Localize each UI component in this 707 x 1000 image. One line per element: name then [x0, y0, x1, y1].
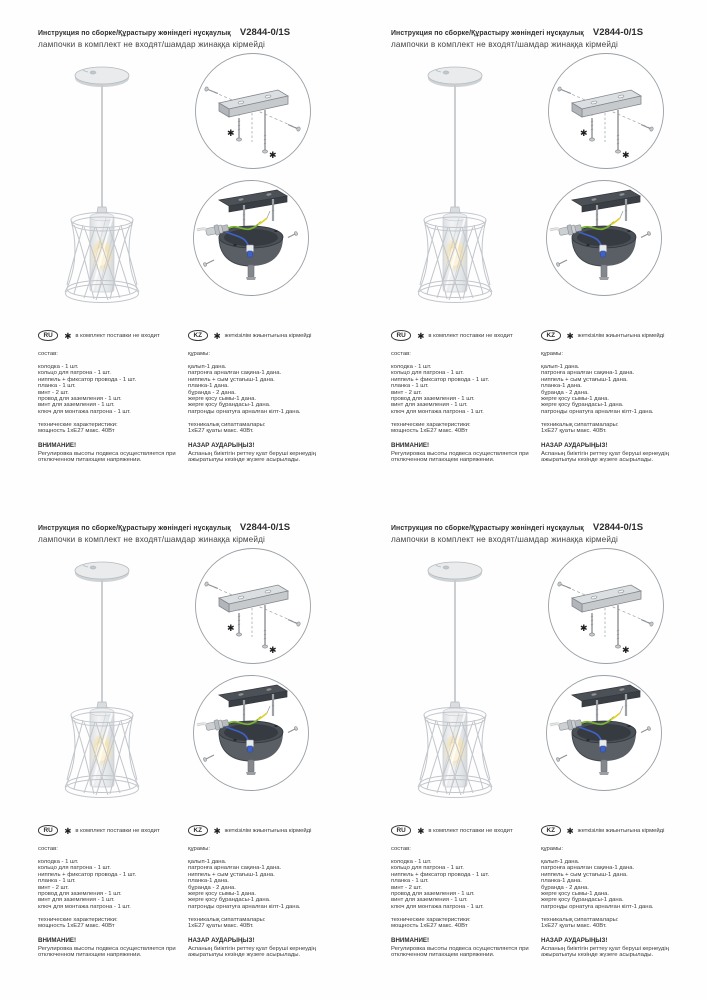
kz-warning-title: НАЗАР АУДАРЫҢЫЗ!	[188, 442, 255, 450]
component-item: винт для заземления - 1 шт.	[38, 897, 115, 904]
component-item: планка - 1 шт.	[391, 878, 429, 885]
pendant-lamp-figure	[407, 61, 532, 311]
step2-wiring-figure	[545, 674, 663, 792]
not-included-asterisk: ✱	[622, 151, 630, 161]
component-item: бұранда - 2 дана.	[541, 884, 589, 891]
ru-tech-block	[38, 422, 183, 435]
component-item: бұранда - 2 дана.	[188, 389, 236, 396]
ru-warning-block	[38, 937, 183, 959]
component-item: ниппель + сым ұстағыш-1 дана.	[188, 871, 275, 878]
kz-composition-label: құрамы:	[188, 351, 210, 357]
wire-connector-blue-cap	[248, 746, 253, 752]
text-columns	[391, 825, 696, 959]
not-included-asterisk: ✱	[580, 624, 588, 634]
step2-wiring-figure	[545, 179, 663, 297]
component-item: планка-1 дана.	[188, 878, 229, 885]
ru-section	[38, 825, 183, 959]
ru-tech-label: технические характеристики:	[38, 421, 118, 428]
model-number: V2844-0/1S	[239, 522, 291, 533]
asterisk-icon: ✱	[417, 825, 425, 836]
kz-warning-block	[541, 442, 699, 464]
ru-language-badge: RU	[38, 330, 58, 341]
component-item: винт для заземления - 1 шт.	[391, 897, 468, 904]
kz-language-row	[188, 330, 346, 341]
kz-warning-block	[188, 442, 346, 464]
not-included-asterisk: ✱	[227, 624, 235, 634]
ru-language-row	[391, 330, 536, 341]
header-title: Инструкция по сборке/Құрастыру жөніндегі нұсқаулық	[38, 30, 231, 37]
header-line	[38, 27, 328, 38]
component-item: патронды орнатуға арналған кілт-1 дана.	[541, 408, 654, 415]
ru-warning-title: ВНИМАНИЕ!	[38, 937, 77, 945]
pendant-lamp-figure	[54, 61, 179, 311]
panel-header	[391, 522, 681, 544]
ru-warning-block	[391, 937, 536, 959]
panel-header	[38, 27, 328, 49]
ru-language-badge: RU	[391, 330, 411, 341]
step2-wiring-figure	[192, 674, 310, 792]
ru-tech-label: технические характеристики:	[38, 916, 118, 923]
component-item: винт для заземления - 1 шт.	[38, 402, 115, 409]
ru-tech-label: технические характеристики:	[391, 916, 471, 923]
asterisk-icon: ✱	[64, 825, 72, 836]
model-number: V2844-0/1S	[239, 27, 291, 38]
kz-warning-text: Аспаның биіктігін реттеу қуат беруші кернеудің ажыратылуы кезінде жүзеге асырылады.	[188, 945, 316, 959]
component-item: кольцо для патрона - 1 шт.	[391, 370, 464, 377]
ru-tech-value: мощность 1хЕ27 макс. 40Вт	[391, 923, 468, 930]
ru-tech-block	[38, 917, 183, 930]
not-included-asterisk: ✱	[622, 646, 630, 656]
ru-component-list	[391, 859, 536, 910]
component-item: қалып-1 дана.	[541, 364, 580, 370]
panel-header	[38, 522, 328, 544]
kz-warning-title: НАЗАР АУДАРЫҢЫЗ!	[541, 937, 608, 945]
step1-bracket-figure	[194, 52, 312, 170]
component-item: планка - 1 шт.	[38, 383, 76, 390]
ru-not-included-note: в комплект поставки не входит	[75, 333, 160, 339]
header-title: Инструкция по сборке/Құрастыру жөніндегі нұсқаулық	[391, 30, 584, 37]
kz-not-included-note: жеткізілім жиынтығына кірмейді	[577, 828, 665, 834]
component-item: бұранда - 2 дана.	[541, 389, 589, 396]
component-item: планка-1 дана.	[188, 383, 229, 390]
component-item: планка - 1 шт.	[391, 383, 429, 390]
ru-composition-label: состав:	[38, 846, 58, 852]
component-item: планка-1 дана.	[541, 878, 582, 885]
component-item: винт - 2 шт.	[38, 389, 69, 396]
kz-language-badge: KZ	[541, 330, 561, 341]
ru-composition-label: состав:	[391, 846, 411, 852]
component-item: патронға арналған сақина-1 дана.	[541, 865, 635, 872]
component-item: колодка - 1 шт.	[391, 364, 432, 370]
ru-language-badge: RU	[391, 825, 411, 836]
not-included-asterisk: ✱	[227, 129, 235, 139]
header-subtitle: лампочки в комплект не входят/шамдар жинаққа кірмейді	[38, 39, 266, 49]
ru-tech-value: мощность 1хЕ27 макс. 40Вт	[38, 923, 115, 930]
ru-tech-value: мощность 1хЕ27 макс. 40Вт	[391, 428, 468, 435]
component-item: ключ для монтажа патрона - 1 шт.	[391, 903, 484, 910]
ru-warning-text: Регулировка высоты подвеса осуществляется при отключенном питающем напряжении.	[38, 945, 176, 959]
step1-bracket-figure	[547, 52, 665, 170]
component-item: ключ для монтажа патрона - 1 шт.	[391, 408, 484, 415]
kz-tech-block	[541, 917, 699, 930]
component-item: кольцо для патрона - 1 шт.	[38, 370, 111, 377]
kz-language-badge: KZ	[541, 825, 561, 836]
kz-warning-text: Аспаның биіктігін реттеу қуат беруші кернеудің ажыратылуы кезінде жүзеге асырылады.	[188, 450, 316, 464]
wire-connector-blue-cap	[601, 746, 606, 752]
ru-warning-text: Регулировка высоты подвеса осуществляется при отключенном питающем напряжении.	[391, 450, 529, 464]
kz-language-row	[188, 825, 346, 836]
component-item: қалып-1 дана.	[188, 364, 227, 370]
ru-language-row	[38, 330, 183, 341]
asterisk-icon: ✱	[213, 825, 221, 836]
component-item: колодка - 1 шт.	[391, 859, 432, 865]
kz-section	[188, 825, 346, 959]
component-item: жерге қосу бұрандасы-1 дана.	[541, 402, 624, 409]
component-item: кольцо для патрона - 1 шт.	[391, 865, 464, 872]
model-number: V2844-0/1S	[592, 522, 644, 533]
component-item: бұранда - 2 дана.	[188, 884, 236, 891]
ru-component-list	[38, 859, 183, 910]
header-line	[391, 27, 681, 38]
step2-wiring-figure	[192, 179, 310, 297]
component-item: қалып-1 дана.	[188, 859, 227, 865]
component-item: патронға арналған сақина-1 дана.	[541, 370, 635, 377]
component-item: ниппель + сым ұстағыш-1 дана.	[188, 376, 275, 383]
ru-warning-text: Регулировка высоты подвеса осуществляется при отключенном питающем напряжении.	[391, 945, 529, 959]
ru-warning-block	[391, 442, 536, 464]
asterisk-icon: ✱	[417, 330, 425, 341]
pendant-lamp-figure	[407, 556, 532, 806]
ru-section	[391, 330, 536, 464]
component-item: винт - 2 шт.	[391, 389, 422, 396]
asterisk-icon: ✱	[566, 825, 574, 836]
component-item: патронды орнатуға арналған кілт-1 дана.	[188, 903, 301, 910]
ru-language-badge: RU	[38, 825, 58, 836]
kz-tech-label: техникалық сипаттамалары:	[188, 916, 266, 923]
component-item: ниппель + сым ұстағыш-1 дана.	[541, 871, 628, 878]
header-line	[391, 522, 681, 533]
ru-warning-title: ВНИМАНИЕ!	[391, 937, 430, 945]
kz-component-list	[541, 859, 699, 910]
ru-not-included-note: в комплект поставки не входит	[428, 333, 513, 339]
kz-not-included-note: жеткізілім жиынтығына кірмейді	[224, 333, 312, 339]
header-subtitle: лампочки в комплект не входят/шамдар жинаққа кірмейді	[391, 534, 619, 544]
component-item: жерге қосу сымы-1 дана.	[188, 396, 257, 403]
ru-composition-label: состав:	[391, 351, 411, 357]
kz-component-list	[188, 859, 346, 910]
ru-not-included-note: в комплект поставки не входит	[428, 828, 513, 834]
kz-language-row	[541, 825, 699, 836]
kz-warning-block	[541, 937, 699, 959]
instruction-panel	[0, 498, 353, 993]
kz-tech-label: техникалық сипаттамалары:	[188, 421, 266, 428]
ru-tech-label: технические характеристики:	[391, 421, 471, 428]
not-included-asterisk: ✱	[269, 151, 277, 161]
ru-tech-block	[391, 422, 536, 435]
kz-component-list	[188, 364, 346, 415]
asterisk-icon: ✱	[213, 330, 221, 341]
kz-language-badge: KZ	[188, 330, 208, 341]
kz-language-badge: KZ	[188, 825, 208, 836]
component-item: патронға арналған сақина-1 дана.	[188, 370, 282, 377]
ru-warning-title: ВНИМАНИЕ!	[38, 442, 77, 450]
kz-tech-block	[188, 917, 346, 930]
component-item: ниппель + фиксатор провода - 1 шт.	[38, 376, 137, 383]
ru-tech-block	[391, 917, 536, 930]
kz-tech-block	[541, 422, 699, 435]
kz-tech-value: 1хЕ27 қуаты макс. 40Вт.	[541, 923, 607, 930]
component-item: ниппель + сым ұстағыш-1 дана.	[541, 376, 628, 383]
ru-component-list	[391, 364, 536, 415]
wire-connector-blue-cap	[248, 251, 253, 257]
header-subtitle: лампочки в комплект не входят/шамдар жинаққа кірмейді	[391, 39, 619, 49]
kz-tech-label: техникалық сипаттамалары:	[541, 421, 619, 428]
kz-not-included-note: жеткізілім жиынтығына кірмейді	[224, 828, 312, 834]
header-line	[38, 522, 328, 533]
component-item: винт - 2 шт.	[391, 884, 422, 891]
kz-section	[188, 330, 346, 464]
component-item: жерге қосу бұрандасы-1 дана.	[188, 402, 271, 409]
instruction-panel	[0, 3, 353, 498]
ru-tech-value: мощность 1хЕ27 макс. 40Вт	[38, 428, 115, 435]
header-title: Инструкция по сборке/Құрастыру жөніндегі нұсқаулық	[391, 525, 584, 532]
ru-section	[391, 825, 536, 959]
kz-composition-label: құрамы:	[541, 351, 563, 357]
instruction-panel	[353, 3, 707, 498]
component-item: колодка - 1 шт.	[38, 364, 79, 370]
component-item: қалып-1 дана.	[541, 859, 580, 865]
component-item: жерге қосу сымы-1 дана.	[188, 891, 257, 898]
ru-warning-text: Регулировка высоты подвеса осуществляется при отключенном питающем напряжении.	[38, 450, 176, 464]
component-item: патронды орнатуға арналған кілт-1 дана.	[188, 408, 301, 415]
panel-header	[391, 27, 681, 49]
component-item: провод для заземления - 1 шт.	[38, 891, 122, 898]
kz-tech-value: 1хЕ27 қуаты макс. 40Вт.	[541, 428, 607, 435]
text-columns	[38, 330, 343, 464]
kz-language-row	[541, 330, 699, 341]
asterisk-icon: ✱	[64, 330, 72, 341]
not-included-asterisk: ✱	[269, 646, 277, 656]
wire-connector-blue-cap	[601, 251, 606, 257]
instruction-panel	[353, 498, 707, 993]
asterisk-icon: ✱	[566, 330, 574, 341]
component-item: провод для заземления - 1 шт.	[391, 396, 475, 403]
ru-warning-block	[38, 442, 183, 464]
kz-warning-text: Аспаның биіктігін реттеу қуат беруші кернеудің ажыратылуы кезінде жүзеге асырылады.	[541, 450, 669, 464]
component-item: ниппель + фиксатор провода - 1 шт.	[391, 871, 490, 878]
not-included-asterisk: ✱	[580, 129, 588, 139]
kz-tech-value: 1хЕ27 қуаты макс. 40Вт.	[188, 923, 254, 930]
component-item: жерге қосу бұрандасы-1 дана.	[188, 897, 271, 904]
ru-language-row	[391, 825, 536, 836]
ru-language-row	[38, 825, 183, 836]
component-item: жерге қосу сымы-1 дана.	[541, 891, 610, 898]
model-number: V2844-0/1S	[592, 27, 644, 38]
kz-warning-text: Аспаның биіктігін реттеу қуат беруші кернеудің ажыратылуы кезінде жүзеге асырылады.	[541, 945, 669, 959]
ru-section	[38, 330, 183, 464]
ru-component-list	[38, 364, 183, 415]
component-item: винт для заземления - 1 шт.	[391, 402, 468, 409]
kz-warning-title: НАЗАР АУДАРЫҢЫЗ!	[541, 442, 608, 450]
step1-bracket-figure	[547, 547, 665, 665]
component-item: ниппель + фиксатор провода - 1 шт.	[391, 376, 490, 383]
step1-bracket-figure	[194, 547, 312, 665]
component-item: планка - 1 шт.	[38, 878, 76, 885]
component-item: планка-1 дана.	[541, 383, 582, 390]
header-title: Инструкция по сборке/Құрастыру жөніндегі нұсқаулық	[38, 525, 231, 532]
kz-component-list	[541, 364, 699, 415]
component-item: патронға арналған сақина-1 дана.	[188, 865, 282, 872]
kz-not-included-note: жеткізілім жиынтығына кірмейді	[577, 333, 665, 339]
kz-composition-label: құрамы:	[188, 846, 210, 852]
text-columns	[391, 330, 696, 464]
kz-composition-label: құрамы:	[541, 846, 563, 852]
component-item: ключ для монтажа патрона - 1 шт.	[38, 903, 131, 910]
component-item: винт - 2 шт.	[38, 884, 69, 891]
component-item: кольцо для патрона - 1 шт.	[38, 865, 111, 872]
ru-not-included-note: в комплект поставки не входит	[75, 828, 160, 834]
kz-warning-title: НАЗАР АУДАРЫҢЫЗ!	[188, 937, 255, 945]
kz-section	[541, 825, 699, 959]
ru-composition-label: состав:	[38, 351, 58, 357]
component-item: жерге қосу бұрандасы-1 дана.	[541, 897, 624, 904]
component-item: ниппель + фиксатор провода - 1 шт.	[38, 871, 137, 878]
component-item: провод для заземления - 1 шт.	[38, 396, 122, 403]
ru-warning-title: ВНИМАНИЕ!	[391, 442, 430, 450]
component-item: патронды орнатуға арналған кілт-1 дана.	[541, 903, 654, 910]
kz-warning-block	[188, 937, 346, 959]
header-subtitle: лампочки в комплект не входят/шамдар жинаққа кірмейді	[38, 534, 266, 544]
kz-section	[541, 330, 699, 464]
kz-tech-label: техникалық сипаттамалары:	[541, 916, 619, 923]
kz-tech-block	[188, 422, 346, 435]
kz-tech-value: 1хЕ27 қуаты макс. 40Вт.	[188, 428, 254, 435]
component-item: колодка - 1 шт.	[38, 859, 79, 865]
component-item: провод для заземления - 1 шт.	[391, 891, 475, 898]
pendant-lamp-figure	[54, 556, 179, 806]
component-item: жерге қосу сымы-1 дана.	[541, 396, 610, 403]
component-item: ключ для монтажа патрона - 1 шт.	[38, 408, 131, 415]
text-columns	[38, 825, 343, 959]
